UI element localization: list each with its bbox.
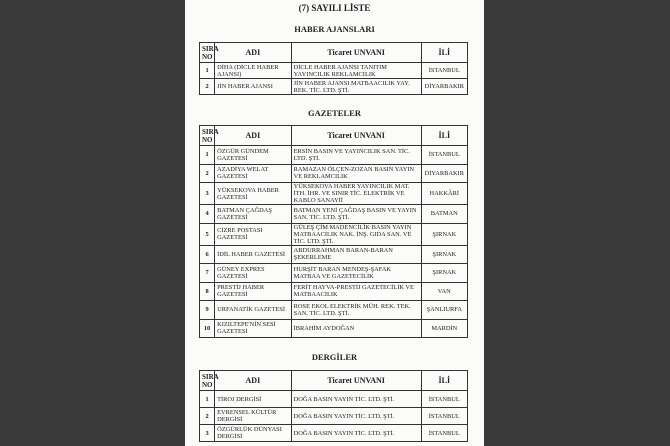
cell-company: BATMAN YENİ ÇAĞDAŞ BASIN VE YAYIN SAN. TİC. LTD. ŞTİ. bbox=[291, 205, 421, 224]
cell-no: 3 bbox=[200, 183, 215, 205]
cell-name: ÖZGÜRLÜK DÜNYASI DERGİSİ bbox=[215, 425, 292, 442]
cell-city: İSTANBUL bbox=[421, 408, 467, 425]
cell-company: DOĞA BASIN YAYIN TİC. LTD. ŞTİ. bbox=[291, 408, 421, 425]
cell-city: HAKKÂRİ bbox=[421, 183, 467, 205]
header-name: ADI bbox=[215, 126, 292, 146]
section-title-news-agencies: HABER AJANSLARI bbox=[294, 24, 375, 34]
table-row bbox=[200, 391, 468, 408]
table-row bbox=[200, 183, 468, 205]
cell-company: YÜKSEKOVA HABER YAYINCILIK MAT. İTH. İHR. VE SINIR TİC. ELEKTRİK VE KABLO SANAYİİ bbox=[291, 183, 421, 205]
cell-name: TİROJ DERGİSİ bbox=[215, 391, 292, 408]
cell-city: İSTANBUL bbox=[421, 391, 467, 408]
cell-city: İSTANBUL bbox=[421, 425, 467, 442]
cell-name: AZADİYA WELAT GAZETESİ bbox=[215, 164, 292, 183]
cell-city: DİYARBAKIR bbox=[421, 164, 467, 183]
table-row bbox=[200, 223, 468, 245]
cell-no: 5 bbox=[200, 223, 215, 245]
header-company: Ticaret UNVANI bbox=[291, 43, 421, 63]
cell-no: 1 bbox=[200, 63, 215, 79]
cell-name: GÜNEY EXPRES GAZETESİ bbox=[215, 264, 292, 283]
table-row bbox=[200, 63, 468, 79]
cell-name: BATMAN ÇAĞDAŞ GAZETESİ bbox=[215, 205, 292, 224]
cell-company: DOĞA BASIN YAYIN TİC. LTD. ŞTİ. bbox=[291, 391, 421, 408]
cell-company: FERİT HAYVA-PRESTİJ GAZETECİLİK VE MATBAACILIK bbox=[291, 282, 421, 301]
cell-city: VAN bbox=[421, 282, 467, 301]
cell-city: DİYARBAKIR bbox=[421, 79, 467, 95]
cell-company: ROSE EKOL ELEKTRİK MÜH. REK. TEK. SAN. TİC. LTD. ŞTİ. bbox=[291, 301, 421, 320]
header-company: Ticaret UNVANI bbox=[291, 126, 421, 146]
cell-company: DOĞA BASIN YAYIN TİC. LTD. ŞTİ. bbox=[291, 425, 421, 442]
cell-name: EVRENSEL KÜLTÜR DERGİSİ bbox=[215, 408, 292, 425]
cell-city: BATMAN bbox=[421, 205, 467, 224]
cell-city: ŞIRNAK bbox=[421, 264, 467, 283]
cell-company: DİCLE HABER AJANSI TANITIM YAYINCILIK REKLAMCILIK bbox=[291, 63, 421, 79]
cell-name: DİHA (DİCLE HABER AJANSI) bbox=[215, 63, 292, 79]
cell-city: İSTANBUL bbox=[421, 146, 467, 165]
table-newspapers bbox=[199, 125, 468, 338]
cell-no: 2 bbox=[200, 164, 215, 183]
cell-no: 3 bbox=[200, 425, 215, 442]
table-row bbox=[200, 301, 468, 320]
cell-name: PRESTİJ HABER GAZETESİ bbox=[215, 282, 292, 301]
header-company: Ticaret UNVANI bbox=[291, 371, 421, 391]
table-row bbox=[200, 205, 468, 224]
cell-name: URFANATİK GAZETESİ bbox=[215, 301, 292, 320]
cell-no: 7 bbox=[200, 264, 215, 283]
cell-company: ABDURRAHMAN BARAN-BARAN ŞEKERLEME bbox=[291, 245, 421, 264]
cell-company: RAMAZAN ÖLÇEN-ZOZAN BASIN YAYIN VE REKLAMCILIK bbox=[291, 164, 421, 183]
section-title-magazines: DERGİLER bbox=[311, 352, 358, 362]
cell-company: JİN HABER AJANSI MATBAACILIK YAY. REK. TİC. LTD. ŞTİ. bbox=[291, 79, 421, 95]
header-city: İLİ bbox=[421, 371, 467, 391]
cell-company: HURŞİT BARAN MENDEŞ-ŞAFAK MATBAA VE GAZETECİLİK bbox=[291, 264, 421, 283]
cell-name: ÖZGÜR GÜNDEM GAZETESİ bbox=[215, 146, 292, 165]
cell-no: 2 bbox=[200, 408, 215, 425]
cell-name: İDİL HABER GAZETESİ bbox=[215, 245, 292, 264]
cell-city: MARDİN bbox=[421, 319, 467, 338]
cell-city: ŞANLIURFA bbox=[421, 301, 467, 320]
cell-name: JİN HABER AJANSI bbox=[215, 79, 292, 95]
table-row bbox=[200, 425, 468, 442]
table-news-agencies bbox=[199, 42, 468, 95]
cell-no: 1 bbox=[200, 146, 215, 165]
cell-company: GÜLEŞ ÇİM MADENCİLİK BASIN YAYIN MATBAACILIK NAK. İNŞ. GIDA SAN. VE TİC. LTD. ŞTİ. bbox=[291, 223, 421, 245]
table-magazines bbox=[199, 370, 468, 442]
cell-no: 6 bbox=[200, 245, 215, 264]
cell-company: İBRAHİM AYDOĞAN bbox=[291, 319, 421, 338]
cell-no: 9 bbox=[200, 301, 215, 320]
table-row bbox=[200, 79, 468, 95]
page-title: (7) SAYILI LİSTE bbox=[298, 3, 371, 13]
cell-no: 2 bbox=[200, 79, 215, 95]
header-no: SIRA NO bbox=[200, 126, 215, 146]
header-name: ADI bbox=[215, 371, 292, 391]
header-name: ADI bbox=[215, 43, 292, 63]
table-row bbox=[200, 146, 468, 165]
table-row bbox=[200, 245, 468, 264]
cell-company: ERSİN BASIN VE YAYINCILIK SAN. TİC. LTD. ŞTİ. bbox=[291, 146, 421, 165]
cell-name: CİZRE POSTASI GAZETESİ bbox=[215, 223, 292, 245]
cell-no: 1 bbox=[200, 391, 215, 408]
table-row bbox=[200, 264, 468, 283]
cell-no: 4 bbox=[200, 205, 215, 224]
cell-name: YÜKSEKOVA HABER GAZETESİ bbox=[215, 183, 292, 205]
table-row bbox=[200, 408, 468, 425]
document-page bbox=[185, 0, 484, 446]
cell-city: ŞIRNAK bbox=[421, 223, 467, 245]
header-city: İLİ bbox=[421, 126, 467, 146]
cell-no: 10 bbox=[200, 319, 215, 338]
cell-city: ŞIRNAK bbox=[421, 245, 467, 264]
header-no: SIRA NO bbox=[200, 371, 215, 391]
table-row bbox=[200, 319, 468, 338]
cell-name: KIZILTEPE'NİN SESİ GAZETESİ bbox=[215, 319, 292, 338]
header-city: İLİ bbox=[421, 43, 467, 63]
table-row bbox=[200, 164, 468, 183]
cell-no: 8 bbox=[200, 282, 215, 301]
table-row bbox=[200, 282, 468, 301]
cell-city: İSTANBUL bbox=[421, 63, 467, 79]
section-title-newspapers: GAZETELER bbox=[308, 108, 361, 118]
header-no: SIRA NO bbox=[200, 43, 215, 63]
